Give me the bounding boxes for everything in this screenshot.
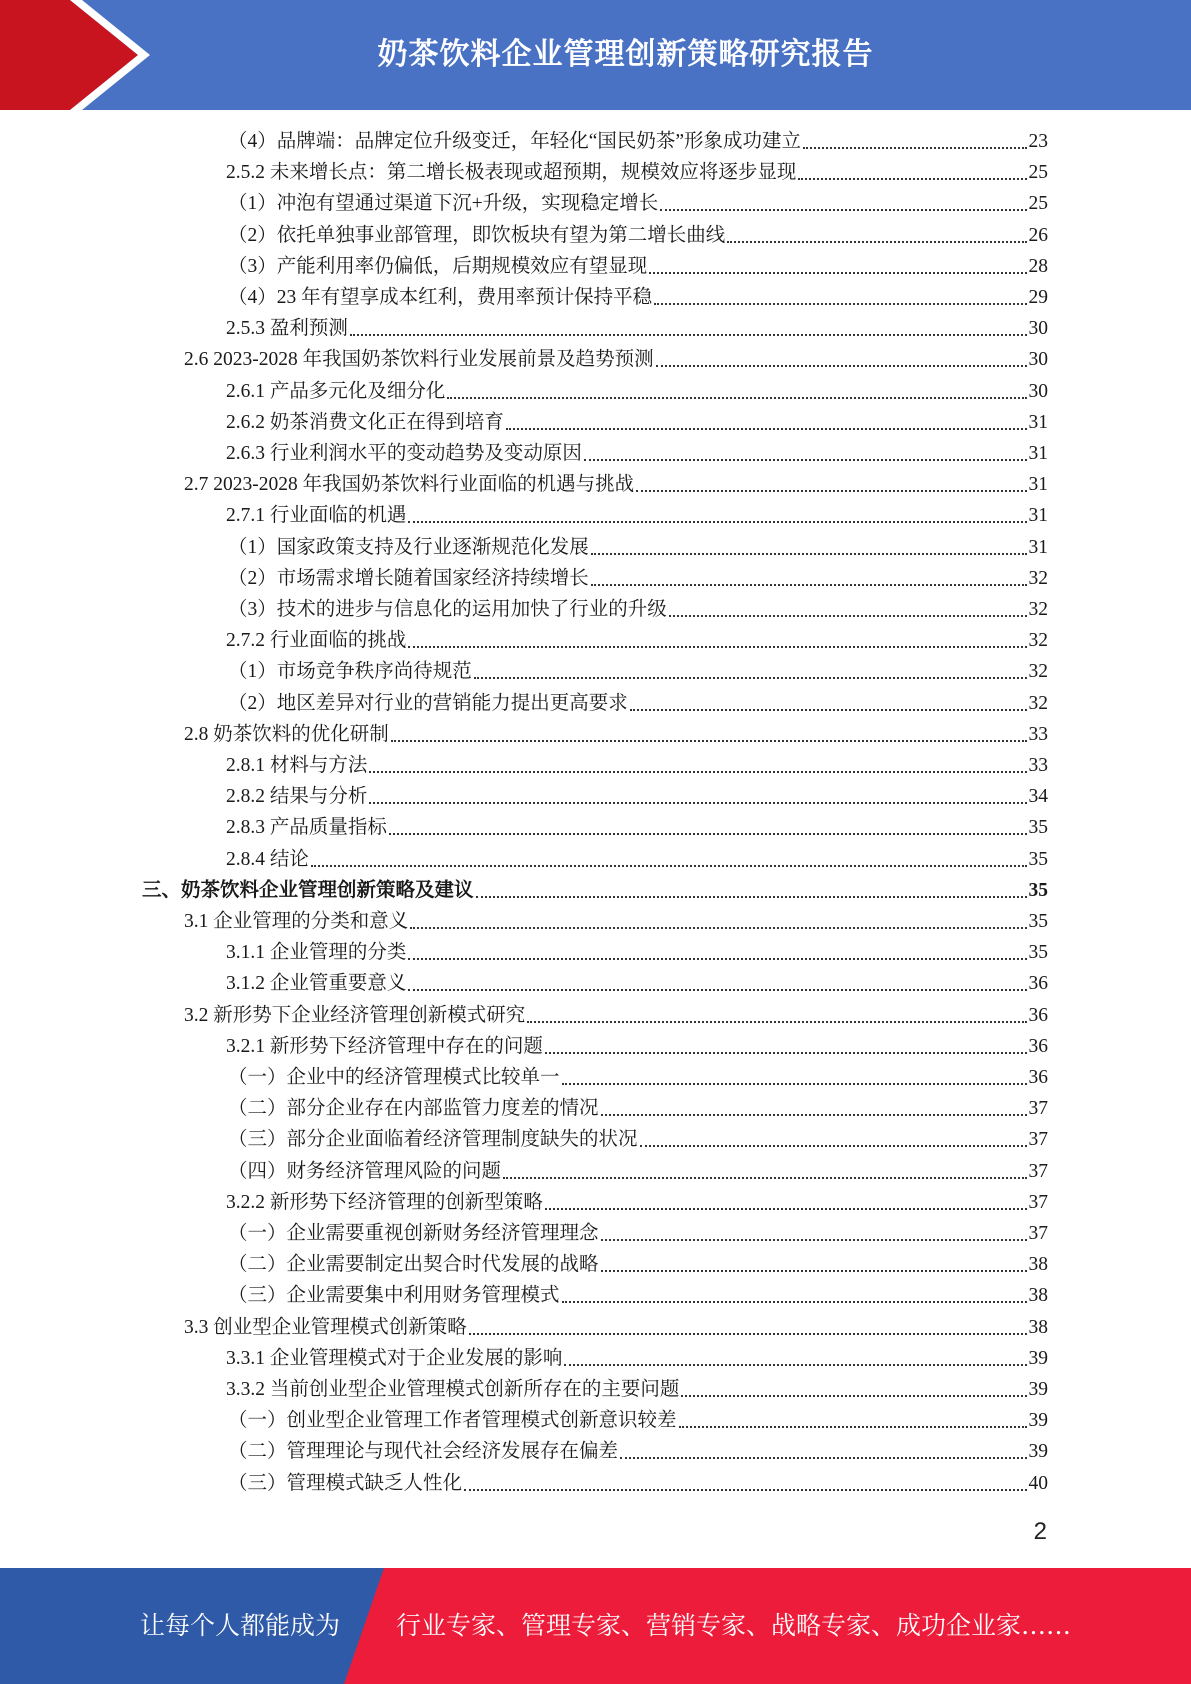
header-title: 奶茶饮料企业管理创新策略研究报告 <box>377 37 874 72</box>
toc-entry-page: 34 <box>1028 786 1048 808</box>
toc-entry[interactable] <box>226 625 1048 656</box>
toc-entry[interactable] <box>226 313 1048 344</box>
toc-leader-dots <box>476 896 1027 898</box>
toc-entry[interactable] <box>226 438 1048 469</box>
toc-entry-title: （4）品牌端：品牌定位升级变迁，年轻化“国民奶茶”形象成功建立 <box>228 131 802 152</box>
toc-entry-title: （一）创业型企业管理工作者管理模式创新意识较差 <box>228 1410 677 1432</box>
toc-leader-dots <box>410 927 1026 929</box>
toc-entry-page: 36 <box>1028 1067 1048 1088</box>
toc-entry-page: 23 <box>1028 131 1048 152</box>
toc-entry[interactable] <box>226 157 1048 188</box>
toc-entry[interactable] <box>228 282 1048 313</box>
toc-entry[interactable] <box>228 532 1048 563</box>
toc-entry[interactable] <box>226 1187 1048 1218</box>
toc-entry-page: 32 <box>1028 630 1048 652</box>
toc-entry[interactable] <box>228 126 1048 157</box>
toc-leader-dots <box>469 1333 1027 1335</box>
toc-leader-dots <box>545 1052 1027 1054</box>
toc-entry-title: （一）企业中的经济管理模式比较单一 <box>228 1067 560 1088</box>
toc-leader-dots <box>408 521 1026 523</box>
toc-leader-dots <box>527 1021 1026 1023</box>
toc-entry[interactable] <box>228 1218 1048 1249</box>
toc-entry-page: 29 <box>1028 287 1048 308</box>
toc-leader-dots <box>798 178 1026 180</box>
toc-leader-dots <box>564 1364 1026 1366</box>
toc-entry-title: 2.7.2 行业面临的挑战 <box>226 630 407 652</box>
toc-entry[interactable] <box>228 1093 1048 1124</box>
toc-entry-title: （3）产能利用率仍偏低，后期规模效应有望显现 <box>228 255 648 277</box>
toc-entry[interactable] <box>142 875 1048 906</box>
toc-entry[interactable] <box>228 1062 1048 1093</box>
toc-leader-dots <box>681 1395 1026 1397</box>
toc-entry-title: （2）地区差异对行业的营销能力提出更高要求 <box>228 692 628 714</box>
toc-entry[interactable] <box>228 220 1048 251</box>
toc-leader-dots <box>636 490 1026 492</box>
footer-slogan-left: 让每个人都能成为 <box>140 1611 341 1640</box>
toc-entry-page: 37 <box>1028 1098 1048 1120</box>
toc-entry-page: 33 <box>1028 755 1048 776</box>
toc-entry[interactable] <box>226 812 1048 843</box>
toc-entry[interactable] <box>226 750 1048 781</box>
toc-leader-dots <box>654 303 1026 305</box>
toc-entry-page: 31 <box>1028 474 1048 496</box>
toc-entry-title: 3.3 创业型企业管理模式创新策略 <box>184 1316 467 1338</box>
toc-entry-title: （1）国家政策支持及行业逐渐规范化发展 <box>228 536 589 558</box>
toc-leader-dots <box>447 397 1026 399</box>
toc-entry-title: （二）部分企业存在内部监管力度差的情况 <box>228 1098 599 1120</box>
toc-entry[interactable] <box>226 844 1048 875</box>
toc-entry[interactable] <box>184 344 1048 375</box>
toc-entry[interactable] <box>184 469 1048 500</box>
toc-entry-page: 37 <box>1028 1160 1048 1182</box>
toc-leader-dots <box>506 428 1027 430</box>
toc-entry-page: 30 <box>1028 380 1048 402</box>
toc-entry-title: （2）依托单独事业部管理，即饮板块有望为第二增长曲线 <box>228 224 726 246</box>
toc-entry[interactable] <box>226 407 1048 438</box>
toc-entry-title: 3.1 企业管理的分类和意义 <box>184 911 409 932</box>
toc-entry-page: 35 <box>1028 942 1048 964</box>
toc-entry[interactable] <box>226 376 1048 407</box>
toc-entry[interactable] <box>226 1374 1048 1405</box>
toc-entry[interactable] <box>228 1249 1048 1280</box>
toc-leader-dots <box>601 1239 1027 1241</box>
toc-entry-title: 2.6.3 行业利润水平的变动趋势及变动原因 <box>226 443 582 464</box>
toc-entry[interactable] <box>228 1468 1048 1499</box>
toc-entry[interactable] <box>226 500 1048 531</box>
toc-entry-title: （一）企业需要重视创新财务经济管理理念 <box>228 1223 599 1244</box>
toc-entry-title: 3.2.1 新形势下经济管理中存在的问题 <box>226 1035 543 1057</box>
toc-leader-dots <box>350 334 1027 336</box>
toc-entry[interactable] <box>226 1031 1048 1062</box>
toc-entry[interactable] <box>184 906 1048 937</box>
toc-entry-title: 3.2 新形势下企业经济管理创新模式研究 <box>184 1004 526 1026</box>
toc-leader-dots <box>803 147 1026 149</box>
toc-entry-title: （1）市场竞争秩序尚待规范 <box>228 661 472 683</box>
toc-leader-dots <box>562 1083 1027 1085</box>
toc-leader-dots <box>369 771 1026 773</box>
toc-entry-page: 35 <box>1028 879 1048 901</box>
toc-entry-title: 2.5.2 未来增长点：第二增长极表现或超预期，规模效应将逐步显现 <box>226 162 797 184</box>
toc-entry[interactable] <box>184 1000 1048 1031</box>
toc-leader-dots <box>408 989 1026 991</box>
toc-entry-page: 30 <box>1028 349 1048 371</box>
toc-leader-dots <box>601 1114 1027 1116</box>
toc-leader-dots <box>601 1270 1027 1272</box>
toc-entry-title: 3.2.2 新形势下经济管理的创新型策略 <box>226 1191 543 1213</box>
toc-entry-title: （三）企业需要集中利用财务管理模式 <box>228 1285 560 1307</box>
toc-entry-title: 2.8.1 材料与方法 <box>226 755 368 776</box>
toc-entry-title: （二）管理理论与现代社会经济发展存在偏差 <box>228 1441 619 1463</box>
toc-entry-title: 2.8.4 结论 <box>226 848 309 870</box>
toc-entry-page: 35 <box>1028 911 1048 932</box>
toc-entry[interactable] <box>228 1436 1048 1467</box>
toc-entry-title: 2.6.2 奶茶消费文化正在得到培育 <box>226 411 504 433</box>
toc-leader-dots <box>669 615 1027 617</box>
toc-entry-page: 31 <box>1028 505 1048 527</box>
toc-entry-page: 31 <box>1028 443 1048 464</box>
toc-entry-title: （4）23 年有望享成本红利，费用率预计保持平稳 <box>228 287 653 308</box>
toc-leader-dots <box>408 646 1026 648</box>
toc-entry[interactable] <box>228 1280 1048 1311</box>
toc-entry-title: （1）冲泡有望通过渠道下沉+升级，实现稳定增长 <box>228 193 659 215</box>
toc-entry-title: 3.3.1 企业管理模式对于企业发展的影响 <box>226 1347 563 1369</box>
toc-entry-page: 36 <box>1028 973 1048 995</box>
toc-entry-page: 26 <box>1028 224 1048 246</box>
toc-entry[interactable] <box>226 937 1048 968</box>
toc-entry-page: 25 <box>1028 193 1048 215</box>
toc-leader-dots <box>591 553 1027 555</box>
toc-leader-dots <box>464 1489 1026 1491</box>
toc-entry-page: 35 <box>1028 817 1048 839</box>
toc-entry[interactable] <box>226 968 1048 999</box>
toc-leader-dots <box>656 365 1027 367</box>
toc-entry-page: 30 <box>1028 318 1048 340</box>
toc-leader-dots <box>369 802 1026 804</box>
toc-entry-page: 33 <box>1028 723 1048 745</box>
toc-entry-title: 2.7 2023-2028 年我国奶茶饮料行业面临的机遇与挑战 <box>184 474 635 496</box>
toc-entry-title: 3.1.2 企业管重要意义 <box>226 973 407 995</box>
toc-entry-title: （3）技术的进步与信息化的运用加快了行业的升级 <box>228 599 667 620</box>
toc-entry-page: 32 <box>1028 599 1048 620</box>
toc-leader-dots <box>391 740 1027 742</box>
page-footer <box>0 1568 1191 1684</box>
toc-leader-dots <box>727 241 1026 243</box>
toc-entry-page: 28 <box>1028 255 1048 277</box>
toc-entry-title: 2.8.3 产品质量指标 <box>226 817 387 839</box>
toc-entry-page: 32 <box>1028 567 1048 589</box>
toc-entry-page: 32 <box>1028 661 1048 683</box>
toc-entry-page: 37 <box>1028 1223 1048 1244</box>
toc-entry[interactable] <box>228 594 1048 625</box>
toc-leader-dots <box>649 272 1026 274</box>
toc-entry-page: 35 <box>1028 848 1048 870</box>
page-number: 2 <box>1033 1518 1047 1545</box>
toc-leader-dots <box>679 1426 1027 1428</box>
toc-entry-page: 31 <box>1028 411 1048 433</box>
toc-leader-dots <box>311 865 1027 867</box>
toc-entry-page: 32 <box>1028 692 1048 714</box>
toc-leader-dots <box>562 1301 1027 1303</box>
toc-entry-page: 25 <box>1028 162 1048 184</box>
toc-entry-title: 2.6 2023-2028 年我国奶茶饮料行业发展前景及趋势预测 <box>184 349 654 371</box>
toc-entry-page: 36 <box>1028 1035 1048 1057</box>
toc-entry[interactable] <box>228 563 1048 594</box>
toc-entry[interactable] <box>184 719 1048 750</box>
toc-entry-page: 37 <box>1028 1129 1048 1151</box>
toc-leader-dots <box>474 677 1027 679</box>
toc-entry-page: 39 <box>1028 1410 1048 1432</box>
toc-leader-dots <box>630 709 1027 711</box>
toc-entry-title: （2）市场需求增长随着国家经济持续增长 <box>228 567 589 589</box>
toc-entry-page: 38 <box>1028 1254 1048 1276</box>
toc-entry-title: 2.7.1 行业面临的机遇 <box>226 505 407 527</box>
toc-entry-title: 3.1.1 企业管理的分类 <box>226 942 407 964</box>
toc-entry[interactable] <box>184 1312 1048 1343</box>
toc-leader-dots <box>389 833 1027 835</box>
toc-entry-title: 2.8 奶茶饮料的优化研制 <box>184 723 389 745</box>
toc-leader-dots <box>503 1177 1026 1179</box>
footer-slogan-right: 行业专家、管理专家、营销专家、战略专家、成功企业家…… <box>396 1611 1072 1640</box>
toc-entry-title: （二）企业需要制定出契合时代发展的战略 <box>228 1254 599 1276</box>
toc-entry-title: 2.5.3 盈利预测 <box>226 318 348 340</box>
toc-entry[interactable] <box>226 781 1048 812</box>
toc-entry-page: 31 <box>1028 536 1048 558</box>
toc-leader-dots <box>660 209 1026 211</box>
toc-entry-title: 2.6.1 产品多元化及细分化 <box>226 380 446 402</box>
toc-entry-title: 三、奶茶饮料企业管理创新策略及建议 <box>142 879 474 901</box>
toc-leader-dots <box>584 459 1027 461</box>
toc-entry[interactable] <box>226 1343 1048 1374</box>
toc-entry-page: 39 <box>1028 1379 1048 1400</box>
toc-entry[interactable] <box>228 656 1048 687</box>
toc-leader-dots <box>408 958 1026 960</box>
toc-entry-title: （四）财务经济管理风险的问题 <box>228 1160 502 1182</box>
toc-entry[interactable] <box>228 688 1048 719</box>
toc-entry[interactable] <box>228 188 1048 219</box>
page-header <box>0 0 1191 110</box>
toc-entry[interactable] <box>228 1405 1048 1436</box>
toc-leader-dots <box>620 1457 1026 1459</box>
toc-entry-page: 37 <box>1028 1191 1048 1213</box>
toc-entry-page: 38 <box>1028 1285 1048 1307</box>
toc-entry-page: 40 <box>1028 1472 1048 1494</box>
toc-entry[interactable] <box>228 1124 1048 1155</box>
toc-leader-dots <box>591 584 1027 586</box>
toc-entry[interactable] <box>228 251 1048 282</box>
toc-leader-dots <box>545 1208 1027 1210</box>
toc-entry-title: 3.3.2 当前创业型企业管理模式创新所存在的主要问题 <box>226 1379 680 1400</box>
toc-entry-page: 39 <box>1028 1347 1048 1369</box>
toc-entry-page: 39 <box>1028 1441 1048 1463</box>
toc-entry-page: 38 <box>1028 1316 1048 1338</box>
toc-entry-page: 36 <box>1028 1004 1048 1026</box>
toc-entry-title: （三）部分企业面临着经济管理制度缺失的状况 <box>228 1129 638 1151</box>
toc-leader-dots <box>640 1145 1027 1147</box>
toc-entry-title: （三）管理模式缺乏人性化 <box>228 1472 463 1494</box>
toc-entry[interactable] <box>228 1156 1048 1187</box>
toc-entry-title: 2.8.2 结果与分析 <box>226 786 368 808</box>
